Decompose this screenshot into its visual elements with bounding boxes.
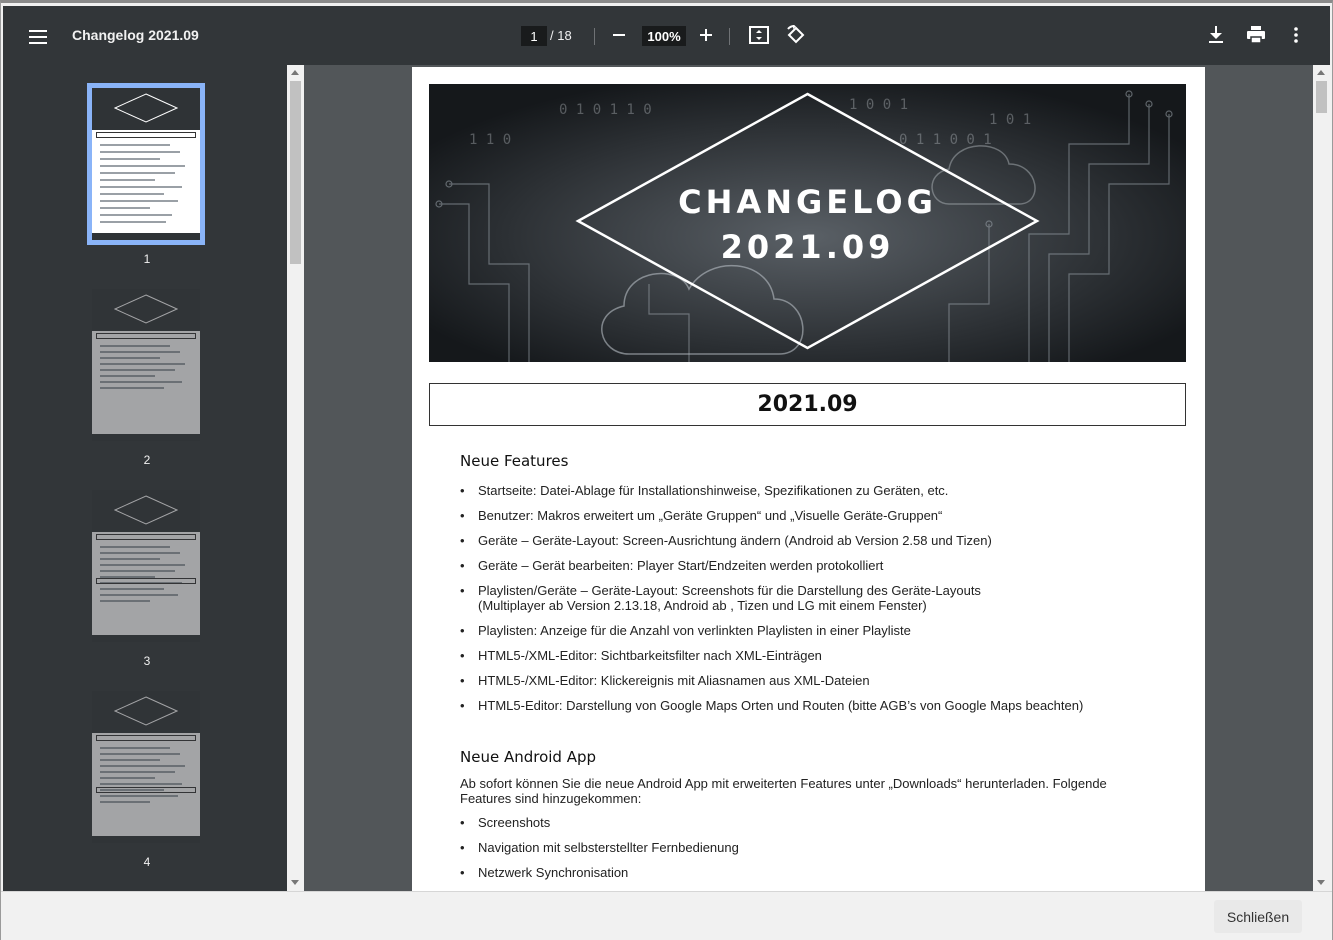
list-item: • Benutzer: Makros erweitert um „Geräte Gruppen“ und „Visuelle Geräte-Gruppen“ (460, 508, 1160, 523)
thumbnail-text-line (100, 214, 172, 216)
list-item-line: (Multiplayer ab Version 2.13.18, Android ab , Tizen und LG mit einem Fenster) (478, 598, 927, 613)
thumbnail-text-line (100, 801, 150, 803)
menu-button[interactable] (23, 22, 53, 52)
close-button[interactable]: Schließen (1214, 900, 1302, 933)
thumbnail-text-line (100, 783, 182, 785)
thumbnail-sidebar (3, 65, 287, 891)
zoom-in-button[interactable] (693, 22, 719, 48)
thumbnail-text-line (100, 546, 170, 548)
thumbnail-text-line (100, 151, 180, 153)
page-count: / 18 (550, 28, 572, 43)
sidebar-scrollbar[interactable] (287, 65, 304, 891)
thumbnail-text-line (100, 789, 164, 791)
thumbnail-text-line (100, 759, 160, 761)
thumbnail-text-line (100, 375, 155, 377)
thumbnail-diamond (114, 495, 178, 525)
thumbnail-diamond (114, 93, 178, 123)
zoom-out-icon (612, 28, 626, 42)
page-number-input[interactable]: 1 (521, 26, 547, 46)
print-button[interactable] (1243, 22, 1269, 48)
list-item: • Netzwerk Synchronisation (460, 865, 1160, 880)
features-heading: Neue Features (460, 452, 569, 470)
toolbar-divider (729, 28, 730, 45)
thumbnail-text-line (100, 771, 175, 773)
version-heading: 2021.09 (429, 383, 1186, 426)
zoom-in-icon (699, 28, 713, 42)
zoom-out-button[interactable] (606, 22, 632, 48)
fit-page-icon (749, 26, 769, 44)
thumbnail-text-line (100, 765, 185, 767)
rotate-icon (786, 25, 806, 45)
thumbnail-text-line (100, 381, 182, 383)
thumbnail-version-bar (96, 735, 196, 741)
thumbnail-footer (92, 434, 200, 441)
scroll-up-arrow[interactable] (1317, 70, 1325, 75)
thumbnail-version-bar (96, 578, 196, 584)
pdf-page (412, 67, 1205, 891)
changelog-banner (429, 84, 1186, 362)
fit-page-button[interactable] (746, 22, 772, 48)
document-viewer[interactable] (304, 65, 1313, 891)
thumbnail-page-number: 3 (143, 654, 151, 668)
toolbar-divider (594, 28, 595, 45)
thumbnail-text-line (100, 600, 150, 602)
more-options-button[interactable] (1283, 22, 1309, 48)
thumbnail-text-line (100, 588, 164, 590)
scroll-down-arrow[interactable] (291, 880, 299, 885)
document-title: Changelog 2021.09 (72, 27, 199, 43)
list-item: • Startseite: Datei-Ablage für Installationshinweise, Spezifikationen zu Geräten, etc. (460, 483, 1160, 498)
viewer-scroll-thumb[interactable] (1316, 81, 1327, 113)
menu-icon (29, 30, 47, 44)
thumbnail-text-line (100, 753, 180, 755)
page-thumbnail[interactable] (92, 289, 200, 441)
list-item: • Geräte – Gerät bearbeiten: Player Start/Endzeiten werden protokolliert (460, 558, 1160, 573)
banner-title-line1: CHANGELOG (678, 183, 937, 221)
toolbar (3, 6, 1330, 65)
svg-text:1 0 1: 1 0 1 (989, 112, 1032, 128)
thumbnail-text-line (100, 200, 178, 202)
page-thumbnail[interactable] (92, 691, 200, 843)
svg-text:1 0 0 1: 1 0 0 1 (849, 97, 909, 113)
svg-text:1 1 0: 1 1 0 (469, 132, 512, 148)
list-item: • HTML5-/XML-Editor: Sichtbarkeitsfilter nach XML-Einträgen (460, 648, 1160, 663)
thumbnail-text-line (100, 777, 155, 779)
thumbnail-text-line (100, 552, 180, 554)
thumbnail-version-bar (96, 333, 196, 339)
thumbnail-text-line (100, 351, 180, 353)
thumbnail-page-number: 2 (143, 453, 151, 467)
thumbnail-text-line (100, 172, 175, 174)
thumbnail-text-line (100, 594, 178, 596)
thumbnail-text-line (100, 558, 160, 560)
thumbnail-diamond (114, 294, 178, 324)
thumbnail-text-line (100, 158, 160, 160)
features-list (460, 483, 1160, 723)
thumbnail-text-line (100, 186, 182, 188)
list-item: • HTML5-/XML-Editor: Klickereignis mit Aliasnamen aus XML-Dateien (460, 673, 1160, 688)
viewer-scrollbar[interactable] (1313, 65, 1330, 891)
android-heading: Neue Android App (460, 748, 597, 766)
list-item: • HTML5-Editor: Darstellung von Google Maps Orten und Routen (bitte AGB’s von Google Maps beachten) (460, 698, 1160, 713)
rotate-button[interactable] (783, 22, 809, 48)
thumbnail-banner (92, 691, 200, 733)
list-item: • Geräte – Geräte-Layout: Screen-Ausrichtung ändern (Android ab Version 2.58 und Tizen) (460, 533, 1160, 548)
thumbnail-text-line (100, 221, 166, 223)
thumbnail-version-bar (96, 132, 196, 138)
thumbnail-text-line (100, 387, 164, 389)
thumbnail-text-line (100, 795, 178, 797)
thumbnail-diamond (114, 696, 178, 726)
thumbnail-footer (92, 233, 200, 240)
dialog-footer (1, 891, 1332, 940)
download-button[interactable] (1203, 22, 1229, 48)
banner-title (429, 180, 1186, 270)
svg-text:0 1 0 1 1 0: 0 1 0 1 1 0 (559, 102, 652, 118)
page-thumbnail[interactable] (92, 490, 200, 642)
android-features-list (460, 815, 1160, 890)
thumbnail-version-bar (96, 534, 196, 540)
thumbnail-text-line (100, 570, 175, 572)
thumbnail-text-line (100, 576, 155, 578)
scroll-up-arrow[interactable] (291, 70, 299, 75)
download-icon (1208, 26, 1224, 44)
thumbnail-page-number: 4 (143, 855, 151, 869)
thumbnail-text-line (100, 345, 170, 347)
list-item-line: Playlisten/Geräte – Geräte-Layout: Screenshots für die Darstellung des Geräte-Layouts (478, 583, 981, 598)
scroll-down-arrow[interactable] (1317, 880, 1325, 885)
thumbnail-footer (92, 836, 200, 843)
list-item: • Screenshots (460, 815, 1160, 830)
list-item: • Playlisten: Anzeige für die Anzahl von verlinkten Playlisten in einer Playliste (460, 623, 1160, 638)
thumbnail-footer (92, 635, 200, 642)
page-thumbnail[interactable] (92, 88, 200, 240)
banner-title-line2: 2021.09 (720, 228, 895, 266)
thumbnail-version-bar (96, 787, 196, 793)
thumbnail-page-number: 1 (143, 252, 151, 266)
thumbnail-text-line (100, 165, 185, 167)
thumbnail-text-line (100, 207, 150, 209)
list-item (460, 583, 1160, 613)
list-item: • Navigation mit selbsterstellter Fernbedienung (460, 840, 1160, 855)
thumbnail-text-line (100, 363, 185, 365)
more-icon (1294, 27, 1298, 43)
thumbnail-text-line (100, 357, 160, 359)
thumbnail-text-line (100, 564, 185, 566)
android-intro-text: Ab sofort können Sie die neue Android App mit erweiterten Features unter „Downloads“ herunterladen. Folgende Features sind hinzugekommen: (460, 776, 1107, 806)
thumbnail-banner (92, 490, 200, 532)
zoom-level-input[interactable]: 100% (642, 26, 686, 46)
thumbnail-text-line (100, 193, 164, 195)
thumbnail-text-line (100, 582, 182, 584)
thumbnail-banner (92, 289, 200, 331)
thumbnail-text-line (100, 747, 170, 749)
thumbnail-text-line (100, 179, 155, 181)
thumbnail-text-line (100, 144, 170, 146)
sidebar-scroll-thumb[interactable] (290, 81, 301, 264)
print-icon (1246, 26, 1266, 44)
svg-text:0 1 1 0 0 1: 0 1 1 0 0 1 (899, 132, 992, 148)
thumbnail-text-line (100, 369, 175, 371)
